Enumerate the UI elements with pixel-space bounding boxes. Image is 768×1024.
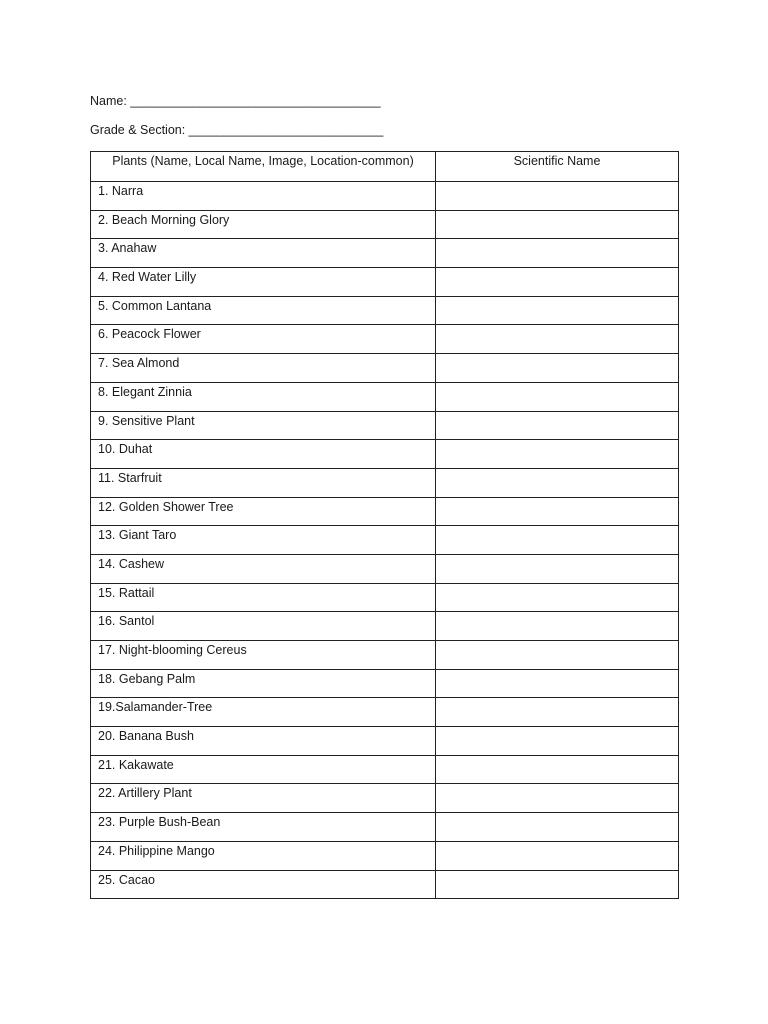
table-row xyxy=(91,497,679,526)
header-plants: Plants (Name, Local Name, Image, Location-common) xyxy=(91,152,436,182)
scientific-name-cell[interactable] xyxy=(436,727,679,756)
scientific-name-cell[interactable] xyxy=(436,841,679,870)
table-row xyxy=(91,669,679,698)
table-row xyxy=(91,841,679,870)
plant-name-cell: 15. Rattail xyxy=(91,583,436,612)
plant-name-cell: 19.Salamander-Tree xyxy=(91,698,436,727)
table-row xyxy=(91,870,679,899)
plant-name-cell: 14. Cashew xyxy=(91,554,436,583)
scientific-name-cell[interactable] xyxy=(436,382,679,411)
plant-name-cell: 24. Philippine Mango xyxy=(91,841,436,870)
table-header-row xyxy=(91,152,679,182)
table-body xyxy=(91,182,679,899)
scientific-name-cell[interactable] xyxy=(436,755,679,784)
header-scientific-name: Scientific Name xyxy=(436,152,679,182)
table-row xyxy=(91,612,679,641)
plant-name-cell: 16. Santol xyxy=(91,612,436,641)
table-row xyxy=(91,296,679,325)
plant-name-cell: 6. Peacock Flower xyxy=(91,325,436,354)
table-row xyxy=(91,440,679,469)
table-row xyxy=(91,468,679,497)
scientific-name-cell[interactable] xyxy=(436,440,679,469)
name-field[interactable]: Name: ____________________________________ xyxy=(90,94,381,108)
scientific-name-cell[interactable] xyxy=(436,554,679,583)
plant-name-cell: 5. Common Lantana xyxy=(91,296,436,325)
plant-name-cell: 22. Artillery Plant xyxy=(91,784,436,813)
scientific-name-cell[interactable] xyxy=(436,239,679,268)
scientific-name-cell[interactable] xyxy=(436,784,679,813)
table-row xyxy=(91,325,679,354)
plant-name-cell: 2. Beach Morning Glory xyxy=(91,210,436,239)
table-row xyxy=(91,239,679,268)
scientific-name-cell[interactable] xyxy=(436,468,679,497)
plant-name-cell: 12. Golden Shower Tree xyxy=(91,497,436,526)
table-row xyxy=(91,583,679,612)
table-row xyxy=(91,727,679,756)
plant-name-cell: 10. Duhat xyxy=(91,440,436,469)
plant-name-cell: 20. Banana Bush xyxy=(91,727,436,756)
table-row xyxy=(91,641,679,670)
table-row xyxy=(91,813,679,842)
table-row xyxy=(91,268,679,297)
plant-name-cell: 1. Narra xyxy=(91,182,436,211)
scientific-name-cell[interactable] xyxy=(436,641,679,670)
table-row xyxy=(91,784,679,813)
table-row xyxy=(91,354,679,383)
table-row xyxy=(91,210,679,239)
plant-name-cell: 3. Anahaw xyxy=(91,239,436,268)
table-row xyxy=(91,554,679,583)
plant-name-cell: 11. Starfruit xyxy=(91,468,436,497)
scientific-name-cell[interactable] xyxy=(436,813,679,842)
scientific-name-cell[interactable] xyxy=(436,182,679,211)
plant-name-cell: 21. Kakawate xyxy=(91,755,436,784)
table-row xyxy=(91,755,679,784)
plant-name-cell: 9. Sensitive Plant xyxy=(91,411,436,440)
scientific-name-cell[interactable] xyxy=(436,354,679,383)
scientific-name-cell[interactable] xyxy=(436,497,679,526)
table-row xyxy=(91,382,679,411)
plant-name-cell: 8. Elegant Zinnia xyxy=(91,382,436,411)
scientific-name-cell[interactable] xyxy=(436,669,679,698)
scientific-name-cell[interactable] xyxy=(436,698,679,727)
grade-section-field[interactable]: Grade & Section: ____________________________ xyxy=(90,123,384,137)
plant-name-cell: 13. Giant Taro xyxy=(91,526,436,555)
plant-name-cell: 23. Purple Bush-Bean xyxy=(91,813,436,842)
table-row xyxy=(91,698,679,727)
plants-table xyxy=(90,151,679,899)
plant-name-cell: 17. Night-blooming Cereus xyxy=(91,641,436,670)
plant-name-cell: 7. Sea Almond xyxy=(91,354,436,383)
scientific-name-cell[interactable] xyxy=(436,612,679,641)
scientific-name-cell[interactable] xyxy=(436,870,679,899)
plant-name-cell: 25. Cacao xyxy=(91,870,436,899)
plant-name-cell: 4. Red Water Lilly xyxy=(91,268,436,297)
scientific-name-cell[interactable] xyxy=(436,268,679,297)
scientific-name-cell[interactable] xyxy=(436,583,679,612)
table-row xyxy=(91,526,679,555)
table-row xyxy=(91,182,679,211)
table-row xyxy=(91,411,679,440)
scientific-name-cell[interactable] xyxy=(436,296,679,325)
scientific-name-cell[interactable] xyxy=(436,526,679,555)
scientific-name-cell[interactable] xyxy=(436,325,679,354)
plant-name-cell: 18. Gebang Palm xyxy=(91,669,436,698)
scientific-name-cell[interactable] xyxy=(436,411,679,440)
scientific-name-cell[interactable] xyxy=(436,210,679,239)
